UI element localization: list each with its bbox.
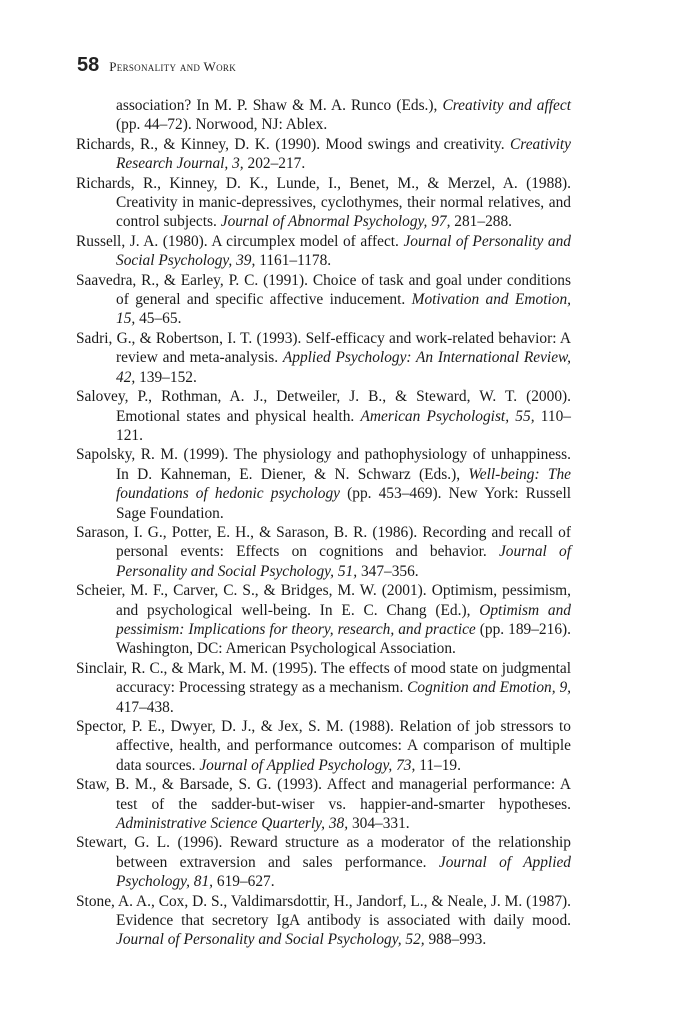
reference-text: 619–627.: [213, 873, 275, 891]
reference-entry: [76, 523, 571, 581]
reference-source: Journal of Personality and Social Psychology, 39,: [116, 232, 572, 270]
reference-text: Richards, R., & Kinney, D. K. (1990). Mood swings and creativity.: [76, 135, 511, 153]
reference-text: 110–121.: [116, 407, 571, 444]
reference-text: 45–65.: [135, 310, 182, 328]
running-head: [77, 54, 236, 78]
reference-text: Sadri, G., & Robertson, I. T. (1993). Self-efficacy and work-related behavior: A review and meta-analysis.: [76, 329, 571, 367]
reference-source: Journal of Abnormal Psychology, 97,: [220, 213, 451, 231]
reference-source: Well-being: The foundations of hedonic psychology: [116, 465, 572, 503]
reference-entry: [76, 96, 571, 135]
reference-text: Russell, J. A. (1980). A circumplex model of affect.: [76, 232, 404, 250]
reference-source: Optimism and pessimism: Implications for theory, research, and practice: [116, 601, 572, 638]
reference-text: 139–152.: [135, 368, 197, 386]
reference-text: Sarason, I. G., Potter, E. H., & Sarason, B. R. (1986). Recording and recall of personal events: Effects on cognitions and behavior.: [76, 523, 571, 561]
reference-entry: [76, 271, 571, 329]
reference-text: Sapolsky, R. M. (1999). The physiology and pathophysiology of unhappiness. In D. Kahneman, E. Diener, & N. Schwarz (Eds.),: [76, 446, 571, 483]
reference-entry: [76, 775, 571, 833]
reference-text: association? In M. P. Shaw & M. A. Runco (Eds.),: [116, 97, 443, 114]
reference-entry: [76, 581, 571, 659]
reference-entry: [76, 135, 571, 174]
reference-text: Stewart, G. L. (1996). Reward structure as a moderator of the relationship between extraversion and sales performance.: [76, 834, 571, 871]
reference-text: Staw, B. M., & Barsade, S. G. (1993). Affect and managerial performance: A test of the sadder-but-wiser vs. happier-and-smarter hypotheses.: [76, 776, 571, 813]
reference-text: 417–438.: [116, 698, 174, 716]
reference-text: 1161–1178.: [255, 252, 332, 270]
reference-entry: [76, 892, 571, 950]
reference-source: Administrative Science Quarterly, 38,: [116, 815, 349, 833]
reference-source: Journal of Applied Psychology, 81,: [116, 853, 572, 891]
reference-text: 281–288.: [450, 213, 512, 231]
reference-source: Creativity Research Journal, 3,: [116, 135, 571, 173]
reference-text: Stone, A. A., Cox, D. S., Valdimarsdottir, H., Jandorf, L., & Neale, J. M. (1987). Evidence that secretory IgA antibody is associated with daily mood.: [76, 892, 571, 930]
reference-text: 304–331.: [348, 815, 410, 833]
reference-text: Salovey, P., Rothman, A. J., Detweiler, J. B., & Steward, W. T. (2000). Emotional states and physical health.: [76, 388, 571, 425]
reference-list: [76, 96, 571, 950]
reference-text: (pp. 189–216). Washington, DC: American Psychological Association.: [116, 620, 571, 658]
reference-source: Applied Psychology: An International Review, 42,: [116, 349, 571, 386]
reference-text: Scheier, M. F., Carver, C. S., & Bridges, M. W. (2001). Optimism, pessimism, and psychological well-being. In E. C. Chang (Ed.),: [76, 582, 571, 619]
page-number: 58: [77, 54, 100, 76]
reference-source: American Psychologist, 55,: [360, 407, 535, 425]
reference-text: Spector, P. E., Dwyer, D. J., & Jex, S. M. (1988). Relation of job stressors to affective, health, and performance outcomes: A comparison of multiple data sources.: [76, 718, 571, 774]
reference-entry: [76, 659, 571, 717]
reference-entry: [76, 232, 571, 271]
reference-source: Creativity and affect: [442, 97, 571, 114]
reference-source: Motivation and Emotion, 15,: [116, 291, 571, 328]
reference-source: Journal of Personality and Social Psychology, 51,: [116, 543, 571, 580]
reference-source: Journal of Applied Psychology, 73,: [199, 756, 416, 774]
reference-text: 988–993.: [424, 931, 487, 949]
running-title: Personality and Work: [109, 59, 237, 74]
reference-text: (pp. 44–72). Norwood, NJ: Ablex.: [116, 116, 328, 134]
reference-entry: [76, 717, 571, 775]
reference-entry: [76, 445, 571, 523]
reference-entry: [76, 174, 571, 232]
reference-text: Saavedra, R., & Earley, P. C. (1991). Choice of task and goal under conditions of general and specific affective inducement.: [76, 271, 571, 309]
reference-source: Journal of Personality and Social Psychology, 52,: [116, 931, 425, 949]
reference-text: 202–217.: [243, 155, 306, 173]
reference-source: Cognition and Emotion, 9,: [407, 679, 571, 697]
reference-text: 11–19.: [415, 756, 461, 774]
reference-text: 347–356.: [357, 562, 419, 580]
reference-entry: [76, 387, 571, 445]
reference-entry: [76, 833, 571, 891]
reference-entry: [76, 329, 571, 387]
reference-text: (pp. 453–469). New York: Russell Sage Foundation.: [116, 485, 572, 522]
reference-text: Sinclair, R. C., & Mark, M. M. (1995). The effects of mood state on judgmental accuracy: Processing strategy as a mechanism.: [76, 659, 571, 697]
reference-text: Richards, R., Kinney, D. K., Lunde, I., Benet, M., & Merzel, A. (1988). Creativity in manic-depressives, cyclothymes, their normal relatives, and control subjects.: [76, 174, 571, 231]
